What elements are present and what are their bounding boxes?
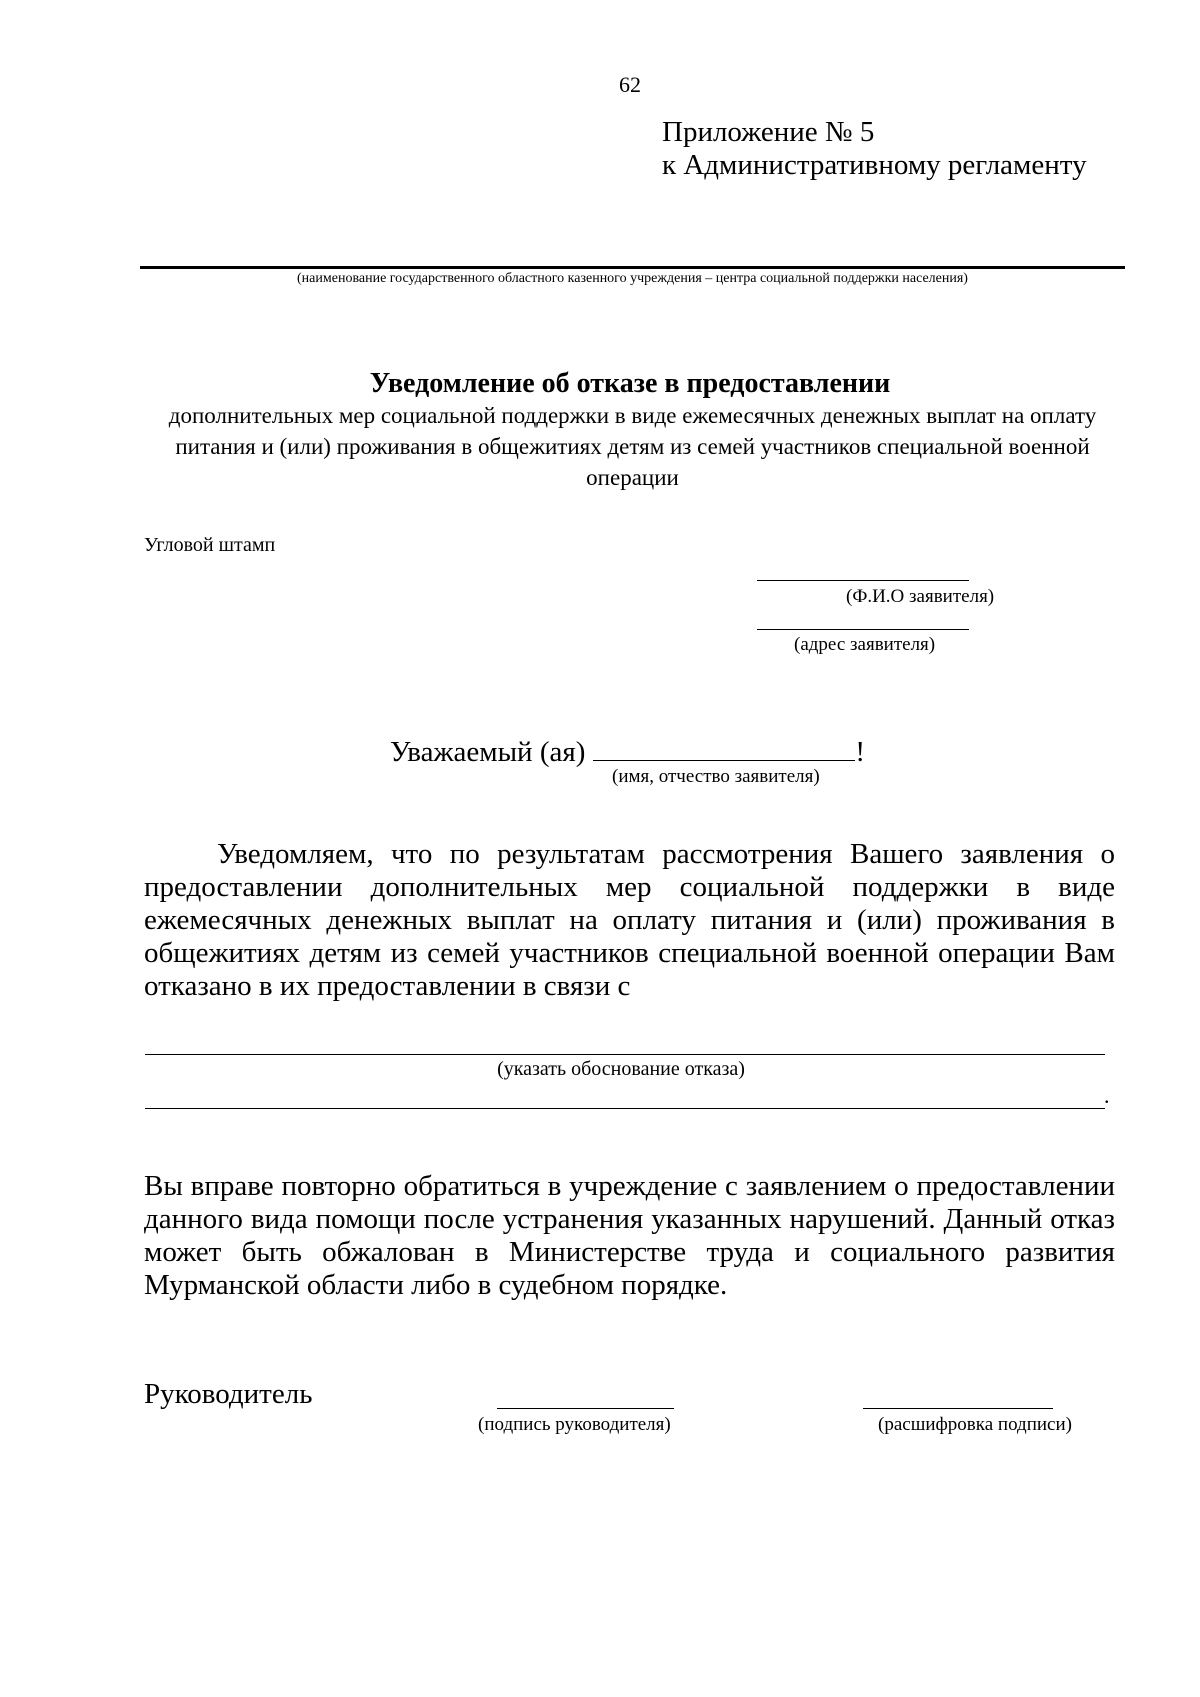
applicant-name-line bbox=[757, 580, 969, 581]
notice-paragraph: Уведомляем, что по результатам рассмотрения Вашего заявления о предоставлении дополнительных мер социальной поддержки в виде ежемесячных денежных выплат на оплату питания и (или) проживания в общежитиях детям из семей участников специальной военной операции Вам отказано в их предоставлении в связи с bbox=[144, 838, 1115, 1002]
applicant-name-caption: (Ф.И.О заявителя) bbox=[846, 586, 995, 607]
institution-name-line bbox=[140, 266, 1125, 269]
signature-transcript-line bbox=[863, 1408, 1053, 1409]
refusal-reason-caption: (указать обоснование отказа) bbox=[497, 1058, 745, 1080]
greeting-text: Уважаемый (ая) bbox=[390, 736, 586, 768]
refusal-reason-line bbox=[145, 1054, 1105, 1055]
page-number: 62 bbox=[619, 72, 641, 97]
document-subtitle: дополнительных мер социальной поддержки в виде ежемесячных денежных выплат на оплату питания и (или) проживания в общежитиях детям из семей участников специальной военной операции bbox=[168, 403, 1097, 490]
head-label: Руководитель bbox=[144, 1378, 313, 1410]
document-title: Уведомление об отказе в предоставлении bbox=[369, 368, 891, 399]
corner-stamp-label: Угловой штамп bbox=[144, 534, 276, 556]
greeting-name-blank bbox=[593, 733, 855, 761]
signature-line bbox=[497, 1408, 674, 1409]
refusal-reason-period: . bbox=[1104, 1083, 1110, 1108]
signature-caption: (подпись руководителя) bbox=[478, 1414, 671, 1435]
greeting-caption: (имя, отчество заявителя) bbox=[612, 766, 820, 787]
signature-transcript-caption: (расшифровка подписи) bbox=[878, 1414, 1072, 1435]
greeting-exclamation: ! bbox=[855, 736, 866, 768]
applicant-address-caption: (адрес заявителя) bbox=[794, 634, 936, 655]
institution-name-caption: (наименование государственного областного казенного учреждения – центра социальной поддержки населения) bbox=[297, 271, 968, 286]
greeting bbox=[390, 733, 865, 769]
appeal-paragraph: Вы вправе повторно обратиться в учреждение с заявлением о предоставлении данного вида помощи после устранения указанных нарушений. Данный отказ может быть обжалован в Министерстве труда и социального развития Мурманской области либо в судебном порядке. bbox=[144, 1170, 1115, 1301]
appendix-reference: к Административному регламенту bbox=[662, 149, 1087, 181]
refusal-reason-line-2 bbox=[145, 1108, 1105, 1109]
appendix-number: Приложение № 5 bbox=[662, 116, 875, 148]
applicant-address-line bbox=[757, 629, 969, 630]
